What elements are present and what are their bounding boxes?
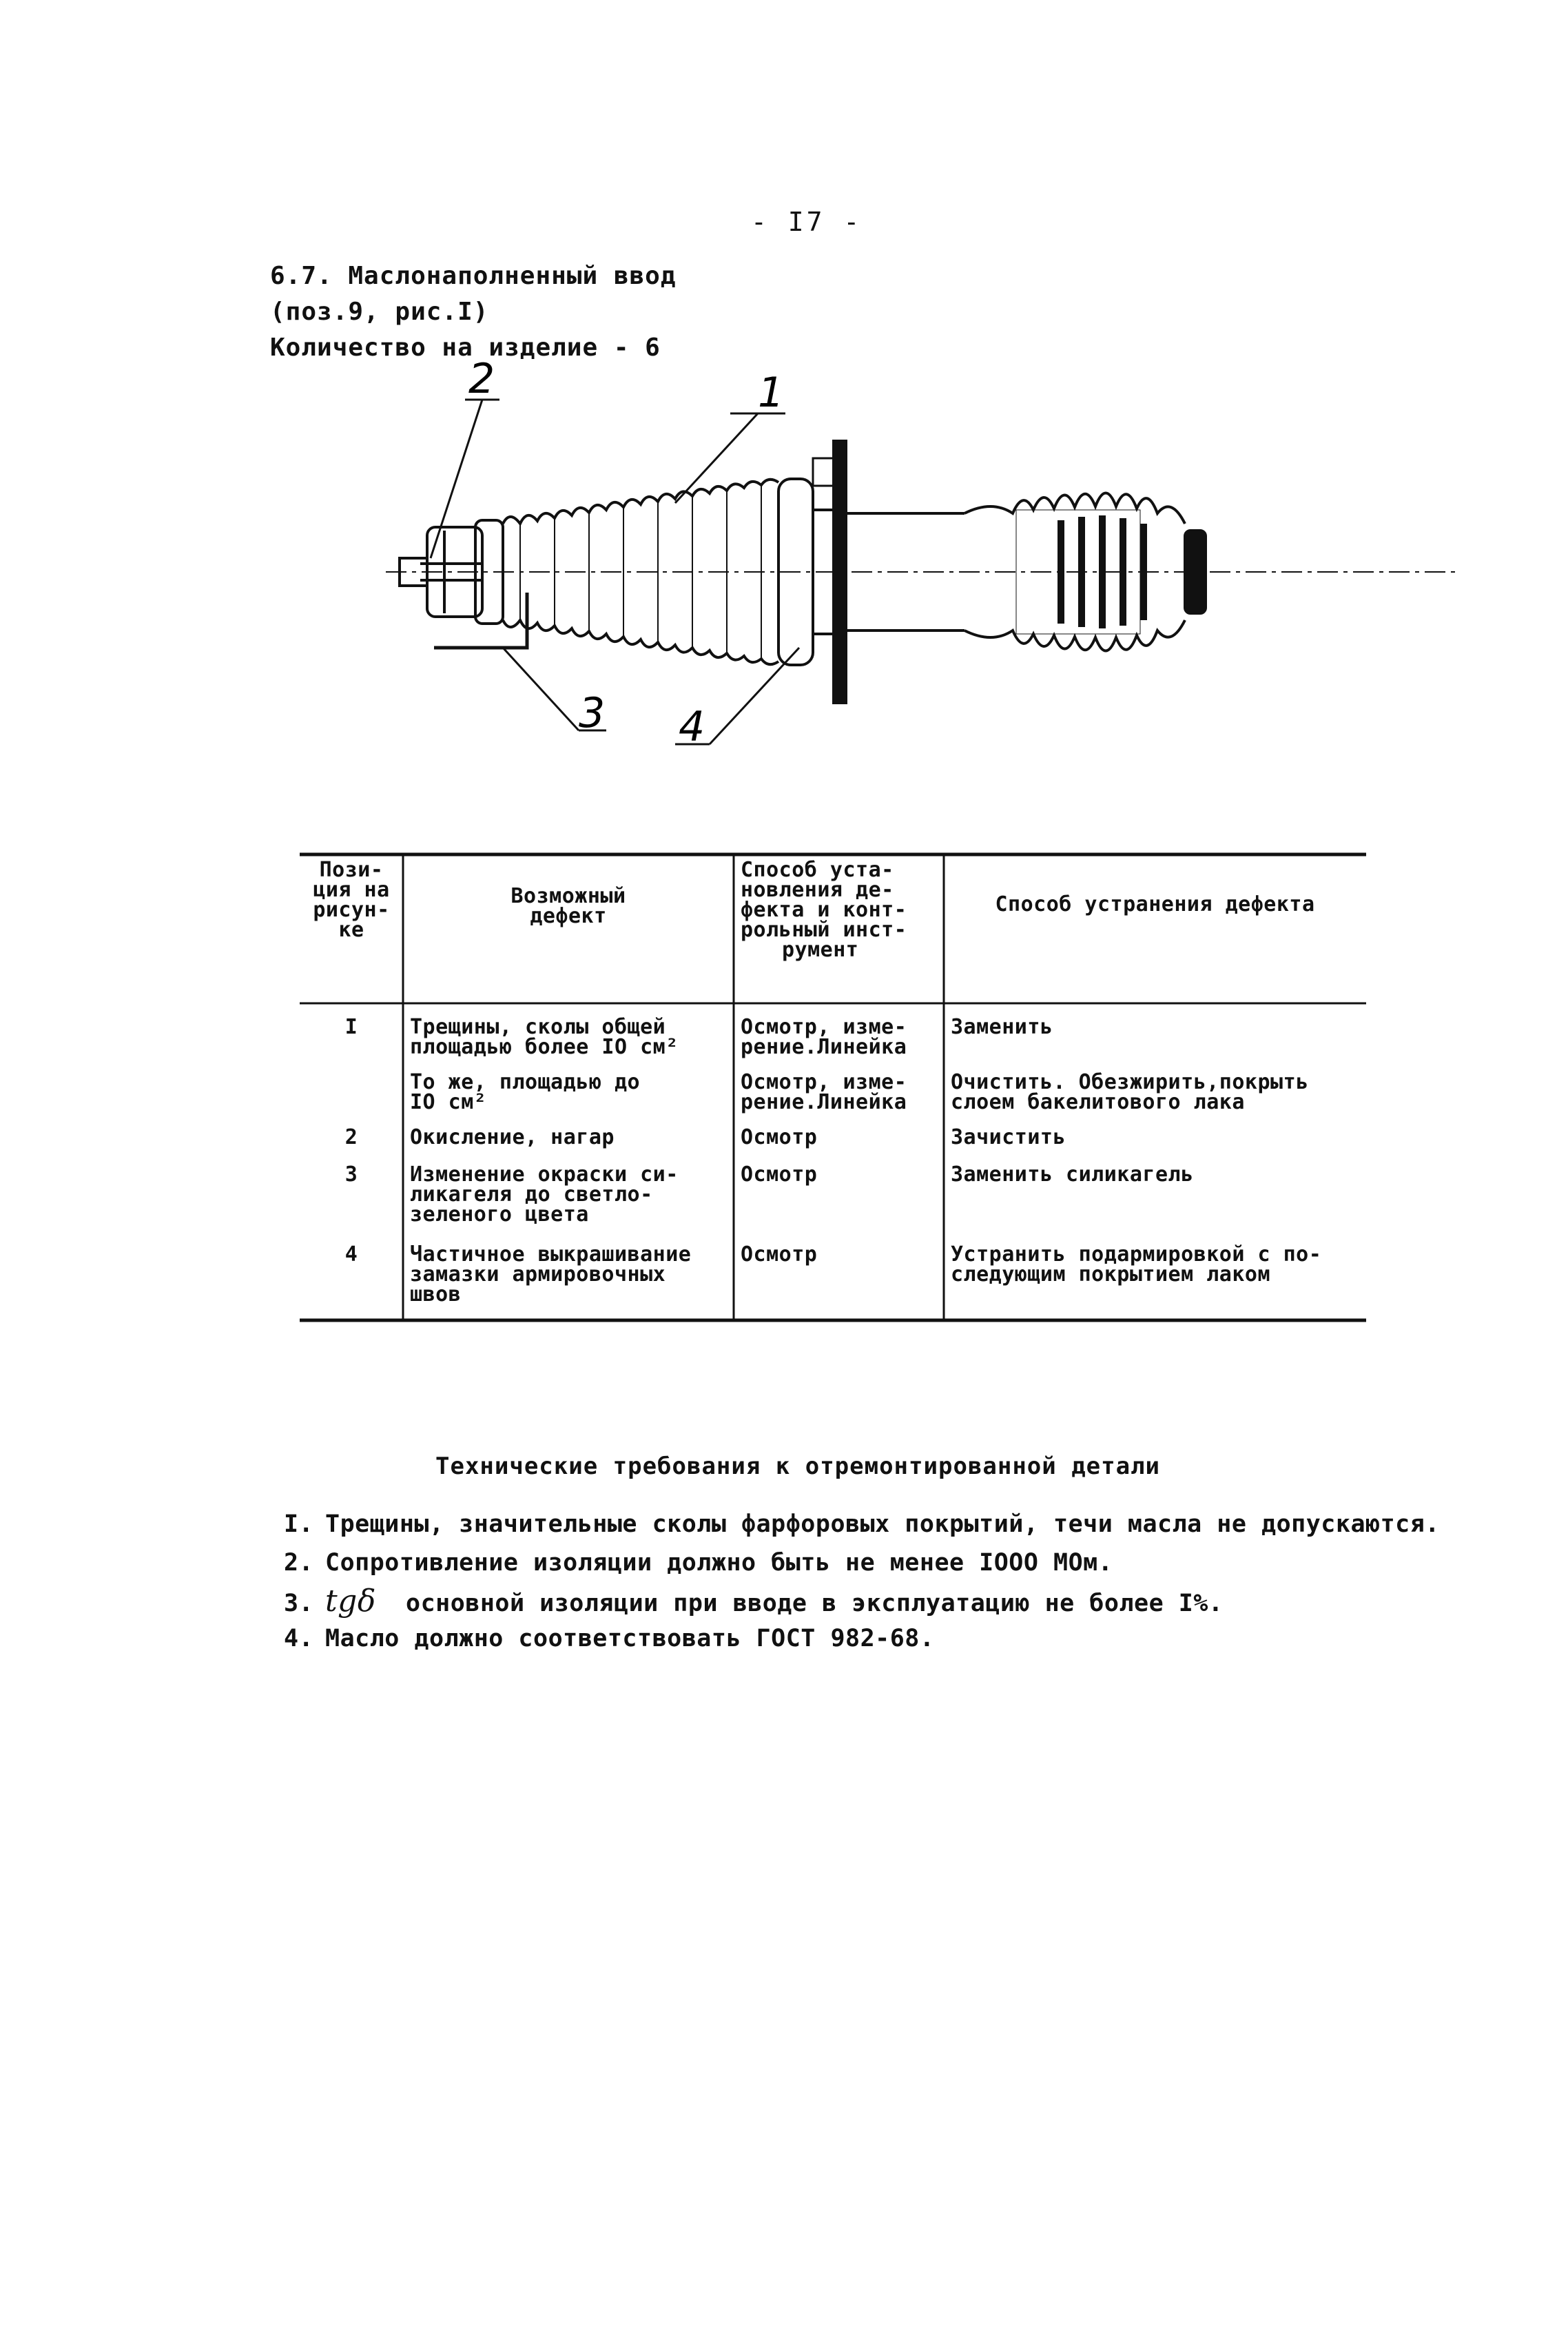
silica-gel-bracket	[434, 593, 527, 648]
requirement-text: Сопротивление изоляции должно быть не менее IOOO МОм.	[325, 1549, 1113, 1577]
row2-defect: То же, площадью до IO см²	[410, 1070, 641, 1114]
section-reference: (поз.9, рис.I)	[270, 298, 489, 326]
row2-method: Осмотр, изме- рение.Линейка	[741, 1070, 907, 1114]
requirement-number: 4.	[284, 1625, 314, 1652]
row3-fix: Зачистить	[951, 1125, 1066, 1149]
requirement-1	[284, 1510, 1440, 1538]
requirement-3	[284, 1583, 1223, 1619]
section-quantity: Количество на изделие - 6	[270, 334, 661, 362]
requirement-text: Масло должно соответствовать ГОСТ 982-68.	[325, 1625, 935, 1652]
requirement-number: 3.	[284, 1590, 314, 1617]
header-defect: Возможный дефект	[510, 884, 626, 928]
header-fix: Способ устранения дефекта	[995, 892, 1315, 916]
mounting-flange	[834, 441, 846, 703]
row1-fix: Заменить	[951, 1015, 1053, 1039]
row4-fix: Заменить силикагель	[951, 1162, 1194, 1187]
row4-position: 3	[344, 1162, 358, 1187]
row2-fix: Очистить. Обезжирить,покрыть слоем бакелитового лака	[951, 1070, 1309, 1114]
requirement-text: Трещины, значительные сколы фарфоровых покрытий, течи масла не допускаются.	[325, 1510, 1440, 1538]
requirement-2	[284, 1549, 1113, 1577]
callout-4: 4	[679, 703, 705, 751]
requirement-number: 2.	[284, 1549, 314, 1577]
bushing-drawing	[372, 355, 1474, 772]
row5-defect: Частичное выкрашивание замазки армировочных швов	[410, 1242, 692, 1306]
defect-table	[300, 852, 1366, 1323]
callout-2: 2	[468, 355, 495, 403]
tan-delta-symbol: tgδ	[325, 1583, 376, 1619]
requirement-text: основной изоляции при вводе в эксплуатацию не более I%.	[406, 1590, 1224, 1617]
requirement-number: I.	[284, 1510, 314, 1538]
header-position: Пози- ция на рисун- ке	[313, 858, 390, 942]
page-number: - I7 -	[751, 207, 863, 237]
row5-position: 4	[344, 1242, 358, 1267]
row1-defect: Трещины, сколы общей площадью более IO см²	[410, 1015, 679, 1059]
callout-3: 3	[579, 689, 606, 737]
callout-1: 1	[758, 369, 785, 417]
row1-method: Осмотр, изме- рение.Линейка	[741, 1015, 907, 1059]
row3-position: 2	[344, 1125, 358, 1149]
row4-method: Осмотр	[741, 1162, 818, 1187]
row1-position: I	[344, 1015, 358, 1039]
section-title: 6.7. Маслонаполненный ввод	[270, 262, 677, 290]
row4-defect: Изменение окраски си- ликагеля до светло- зеленого цвета	[410, 1162, 679, 1227]
row5-fix: Устранить подармировкой с по- следующим покрытием лаком	[951, 1242, 1322, 1286]
row3-method: Осмотр	[741, 1125, 818, 1149]
requirement-4	[284, 1625, 934, 1652]
requirements-title: Технические требования к отремонтированной детали	[435, 1453, 1161, 1480]
header-method: Способ уста- новления де- фекта и конт- рольный инст- румент	[741, 858, 907, 962]
row3-defect: Окисление, нагар	[410, 1125, 615, 1149]
row5-method: Осмотр	[741, 1242, 818, 1267]
